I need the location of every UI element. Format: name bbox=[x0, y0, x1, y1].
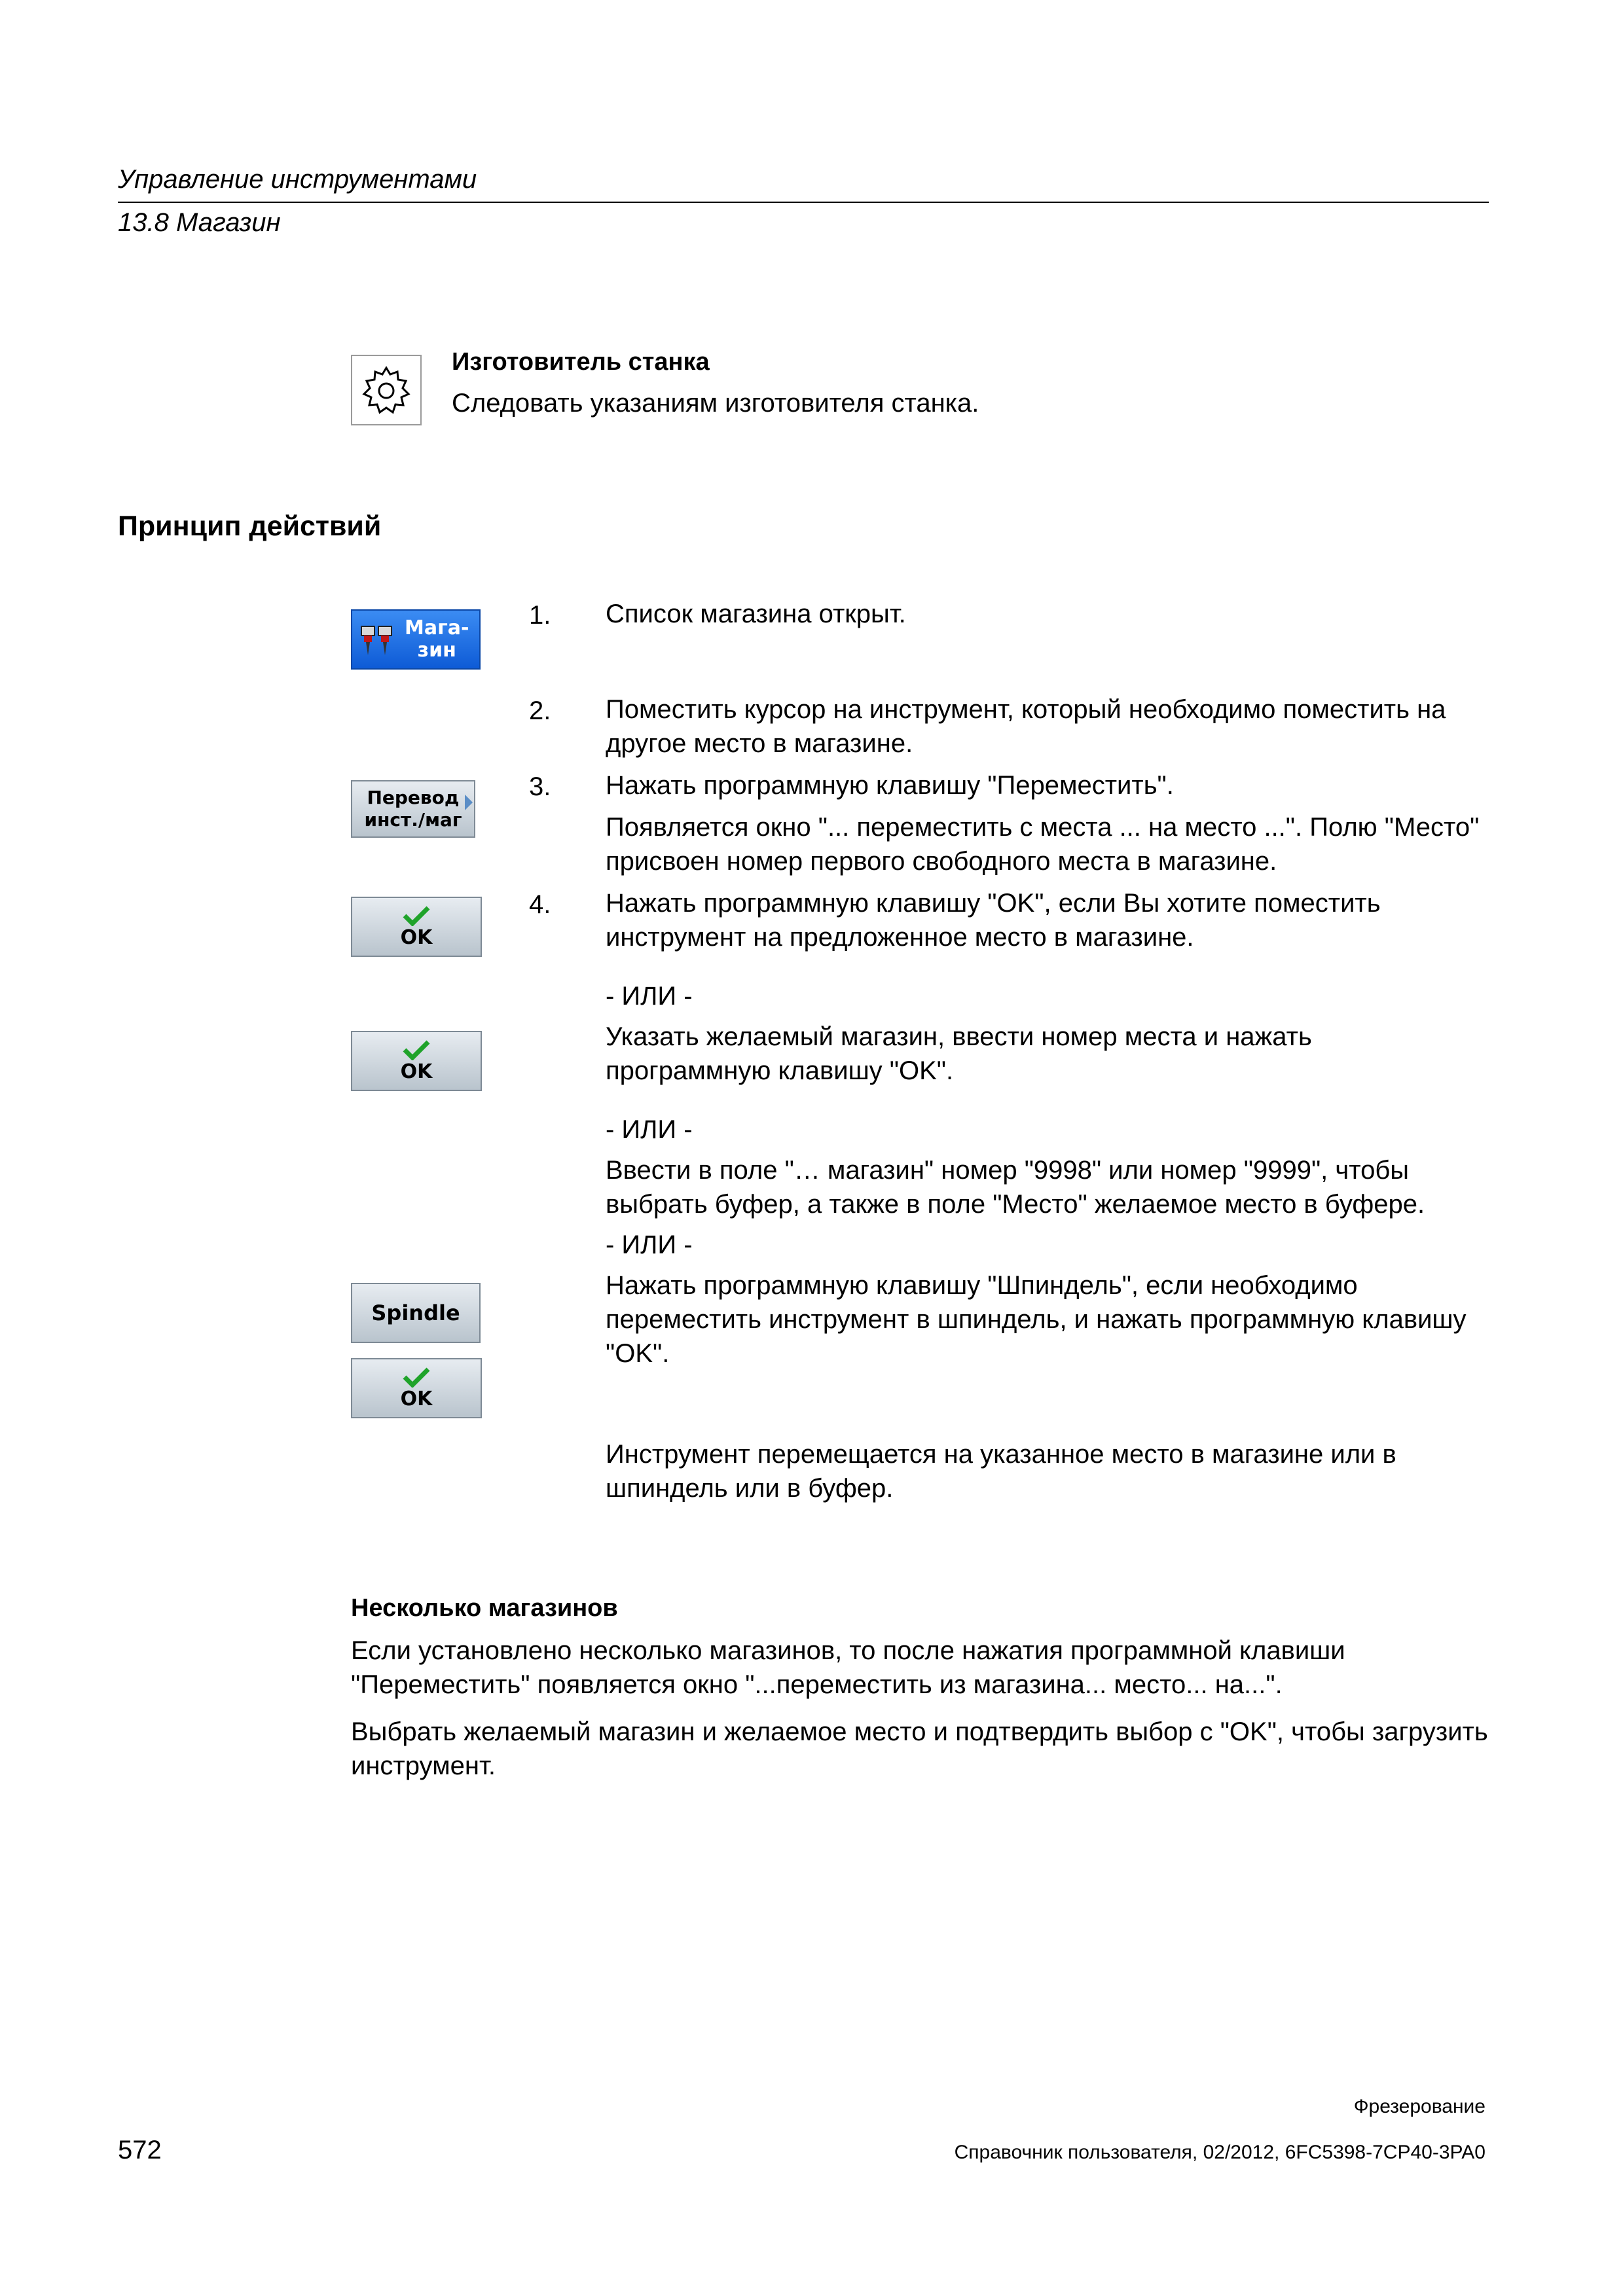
step-number: 1. bbox=[529, 601, 551, 630]
chapter-title: Управление инструментами bbox=[118, 165, 477, 194]
ok-softkey-label: OK bbox=[400, 1060, 433, 1083]
tool-magazine-icon bbox=[359, 620, 395, 659]
ok-softkey[interactable] bbox=[351, 1358, 482, 1418]
ok-softkey[interactable] bbox=[351, 1031, 482, 1091]
principle-heading: Принцип действий bbox=[118, 511, 382, 542]
result-text: Инструмент перемещается на указанное место в магазине или в шпиндель или в буфер. bbox=[606, 1440, 1396, 1503]
alternative-text: Указать желаемый магазин, ввести номер места и нажать программную клавишу "OK". bbox=[606, 1022, 1312, 1085]
step-text: Нажать программную клавишу "OK", если Вы хотите поместить инструмент на предложенное место в магазине. bbox=[606, 889, 1381, 952]
arrow-right-icon bbox=[465, 795, 473, 810]
ok-softkey[interactable] bbox=[351, 897, 482, 957]
step-text: Нажать программную клавишу "Переместить". bbox=[606, 771, 1174, 800]
step-number: 3. bbox=[529, 772, 551, 801]
alternative-text: Ввести в поле "… магазин" номер "9998" или номер "9999", чтобы выбрать буфер, а также в поле "Место" желаемое место в буфере. bbox=[606, 1156, 1425, 1219]
magazine-softkey-line1: Мага- bbox=[405, 617, 469, 639]
checkmark-icon bbox=[403, 1367, 430, 1388]
move-tool-softkey[interactable] bbox=[351, 780, 475, 838]
magazine-softkey-line2: зин bbox=[417, 639, 456, 662]
machine-note-title: Изготовитель станка bbox=[452, 348, 710, 376]
gear-icon bbox=[351, 355, 422, 425]
checkmark-icon bbox=[403, 1039, 430, 1060]
step-text: Список магазина открыт. bbox=[606, 600, 906, 628]
move-softkey-line1: Перевод bbox=[367, 787, 460, 808]
ok-softkey-label: OK bbox=[400, 925, 433, 949]
machine-note-text: Следовать указаниям изготовителя станка. bbox=[452, 389, 979, 418]
footer-manual: Справочник пользователя, 02/2012, 6FC5398-7CP40-3PA0 bbox=[954, 2142, 1486, 2163]
checkmark-icon bbox=[403, 905, 430, 926]
step-number: 4. bbox=[529, 890, 551, 919]
spindle-softkey[interactable]: Spindle bbox=[351, 1283, 481, 1343]
move-softkey-line2: инст./маг bbox=[364, 809, 462, 831]
step-number: 2. bbox=[529, 696, 551, 725]
alternative-text: Нажать программную клавишу "Шпиндель", если необходимо переместить инструмент в шпиндель, и нажать программную клавишу "OK". bbox=[606, 1271, 1467, 1368]
or-separator: - ИЛИ - bbox=[606, 1230, 693, 1259]
or-separator: - ИЛИ - bbox=[606, 1115, 693, 1144]
header-rule bbox=[118, 202, 1489, 203]
multi-magazine-paragraph: Если установлено несколько магазинов, то после нажатия программной клавиши "Переместить" появляется окно "...переместить из магазина... место... на...". bbox=[351, 1636, 1345, 1699]
section-title: 13.8 Магазин bbox=[118, 208, 281, 237]
step-text: Поместить курсор на инструмент, который необходимо поместить на другое место в магазине. bbox=[606, 695, 1446, 758]
page-number: 572 bbox=[118, 2136, 162, 2164]
multi-magazine-heading: Несколько магазинов bbox=[351, 1594, 618, 1622]
step-text: Появляется окно "... переместить с места ... на место ...". Полю "Место" присвоен номер первого свободного места в магазине. bbox=[606, 813, 1480, 876]
ok-softkey-label: OK bbox=[400, 1387, 433, 1410]
multi-magazine-paragraph: Выбрать желаемый магазин и желаемое место и подтвердить выбор с "OK", чтобы загрузить инструмент. bbox=[351, 1717, 1488, 1780]
or-separator: - ИЛИ - bbox=[606, 982, 693, 1011]
magazine-softkey[interactable] bbox=[351, 609, 481, 670]
footer-product: Фрезерование bbox=[1353, 2096, 1486, 2117]
